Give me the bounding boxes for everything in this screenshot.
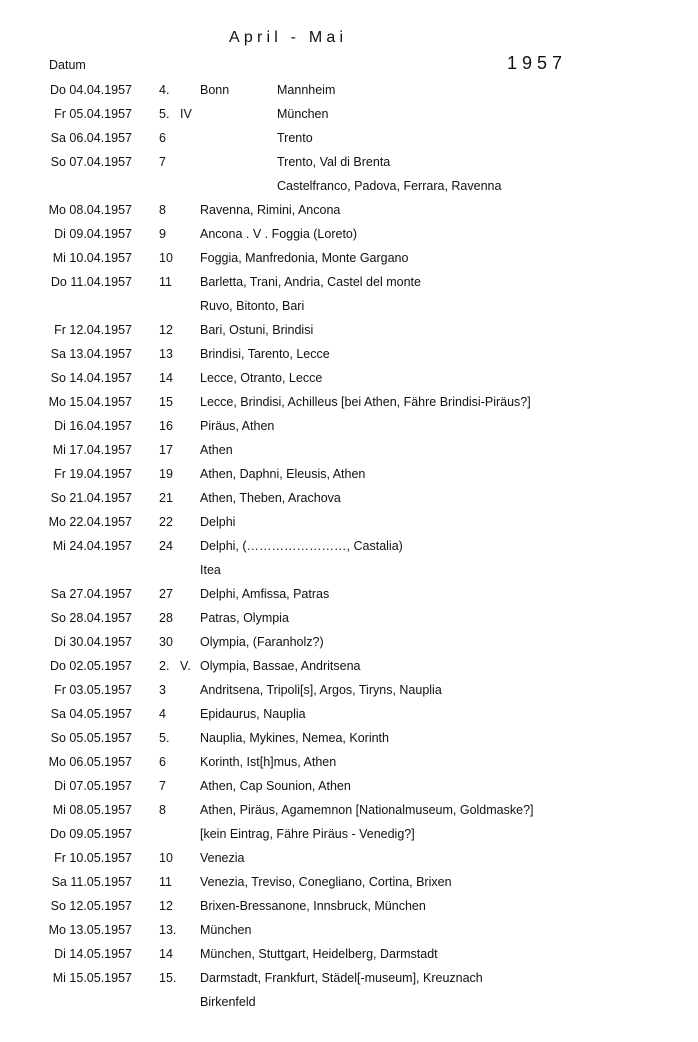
itinerary-row [0, 438, 698, 462]
row-day-number: 14 [159, 371, 173, 385]
row-date: Sa 04.05.1957 [50, 707, 132, 721]
itinerary-row [0, 318, 698, 342]
itinerary-row [0, 558, 698, 582]
itinerary-row [0, 150, 698, 174]
row-day-number: 27 [159, 587, 173, 601]
row-places: Brixen-Bressanone, Innsbruck, München [200, 899, 426, 913]
row-date: Do 11.04.1957 [50, 275, 132, 289]
itinerary-row [0, 726, 698, 750]
row-date: Fr 03.05.1957 [54, 683, 132, 697]
row-day-number: 12 [159, 899, 173, 913]
page-title: April - Mai [229, 29, 348, 46]
itinerary-row [0, 78, 698, 102]
row-day-number: 15 [159, 395, 173, 409]
row-date: So 05.05.1957 [50, 731, 132, 745]
itinerary-row [0, 510, 698, 534]
row-places: Ancona . V . Foggia (Loreto) [200, 227, 358, 241]
row-day-number: 17 [159, 443, 173, 457]
row-date: Mo 06.05.1957 [48, 755, 132, 769]
itinerary-row [0, 246, 698, 270]
row-day-number: 14 [159, 947, 173, 961]
itinerary-row [0, 702, 698, 726]
itinerary-row [0, 678, 698, 702]
row-day-number: 5. [159, 107, 170, 121]
row-date: Di 16.04.1957 [54, 419, 132, 433]
row-places: Athen, Daphni, Eleusis, Athen [200, 467, 366, 481]
row-day-number: 11 [159, 875, 172, 889]
row-day-number: 30 [159, 635, 173, 649]
row-places: Delphi, Amfissa, Patras [200, 587, 330, 601]
row-date: So 14.04.1957 [50, 371, 132, 385]
row-date: Sa 06.04.1957 [50, 131, 132, 145]
row-date: Sa 13.04.1957 [50, 347, 132, 361]
itinerary-row [0, 942, 698, 966]
row-places: Nauplia, Mykines, Nemea, Korinth [200, 731, 389, 745]
row-places: Bari, Ostuni, Brindisi [200, 323, 314, 337]
row-places: Athen, Piräus, Agamemnon [Nationalmuseum, Goldmaske?] [200, 803, 534, 817]
row-places: Delphi, (……………………, Castalia) [200, 539, 403, 553]
row-date: Mo 15.04.1957 [48, 395, 132, 409]
row-date: Fr 05.04.1957 [54, 107, 132, 121]
row-date: Fr 19.04.1957 [54, 467, 132, 481]
row-day-number: 9 [159, 227, 166, 241]
row-places: Birkenfeld [200, 995, 256, 1009]
row-places: Ravenna, Rimini, Ancona [200, 203, 341, 217]
row-places: Epidaurus, Nauplia [200, 707, 306, 721]
row-date: Mi 15.05.1957 [52, 971, 132, 985]
row-date: Fr 12.04.1957 [54, 323, 132, 337]
row-places: Brindisi, Tarento, Lecce [200, 347, 330, 361]
itinerary-row [0, 366, 698, 390]
row-date: Mi 10.04.1957 [52, 251, 132, 265]
row-date: So 07.04.1957 [50, 155, 132, 169]
itinerary-row [0, 918, 698, 942]
row-day-number: 10 [159, 251, 173, 265]
row-places-secondary: München [277, 107, 329, 121]
row-day-number: 11 [159, 275, 172, 289]
row-places: Itea [200, 563, 221, 577]
itinerary-row [0, 846, 698, 870]
row-date: So 28.04.1957 [50, 611, 132, 625]
row-places: Korinth, Ist[h]mus, Athen [200, 755, 337, 769]
row-date: Mo 08.04.1957 [48, 203, 132, 217]
row-places: München, Stuttgart, Heidelberg, Darmstadt [200, 947, 438, 961]
row-places: Athen [200, 443, 233, 457]
row-places: Lecce, Brindisi, Achilleus [bei Athen, Fähre Brindisi-Piräus?] [200, 395, 531, 409]
row-date: Di 14.05.1957 [54, 947, 132, 961]
row-day-number: 7 [159, 779, 166, 793]
row-places: [kein Eintrag, Fähre Piräus - Venedig?] [200, 827, 415, 841]
row-date: Di 07.05.1957 [54, 779, 132, 793]
row-day-number: 5. [159, 731, 170, 745]
row-places-secondary: Trento [277, 131, 313, 145]
itinerary-row [0, 198, 698, 222]
row-places: Ruvo, Bitonto, Bari [200, 299, 305, 313]
row-day-number: 10 [159, 851, 173, 865]
row-day-number: 4 [159, 707, 166, 721]
row-places: Athen, Theben, Arachova [200, 491, 341, 505]
row-date: So 21.04.1957 [50, 491, 132, 505]
row-day-number: 24 [159, 539, 173, 553]
row-month-marker: IV [180, 107, 192, 121]
row-date: Do 02.05.1957 [49, 659, 132, 673]
row-day-number: 6 [159, 131, 166, 145]
row-places-secondary: Castelfranco, Padova, Ferrara, Ravenna [277, 179, 502, 193]
row-date: Mi 24.04.1957 [52, 539, 132, 553]
row-date: Mi 17.04.1957 [52, 443, 132, 457]
row-date: Sa 11.05.1957 [51, 875, 132, 889]
row-day-number: 2. [159, 659, 170, 673]
itinerary-list [0, 78, 698, 1014]
row-day-number: 7 [159, 155, 166, 169]
row-date: So 12.05.1957 [50, 899, 132, 913]
row-day-number: 8 [159, 803, 166, 817]
row-places: Delphi [200, 515, 236, 529]
itinerary-row [0, 990, 698, 1014]
row-day-number: 13. [159, 923, 177, 937]
row-day-number: 13 [159, 347, 173, 361]
row-places: Venezia [200, 851, 245, 865]
itinerary-row [0, 774, 698, 798]
itinerary-row [0, 750, 698, 774]
row-places: München [200, 923, 252, 937]
row-day-number: 8 [159, 203, 166, 217]
row-places-secondary: Trento, Val di Brenta [277, 155, 391, 169]
row-places: Venezia, Treviso, Conegliano, Cortina, Brixen [200, 875, 452, 889]
row-places: Darmstadt, Frankfurt, Städel[-museum], Kreuznach [200, 971, 483, 985]
itinerary-row [0, 342, 698, 366]
year-label: 1957 [507, 53, 568, 73]
row-places: Barletta, Trani, Andria, Castel del monte [200, 275, 421, 289]
row-date: Fr 10.05.1957 [54, 851, 132, 865]
datum-column-header: Datum [49, 58, 86, 72]
row-places: Patras, Olympia [200, 611, 289, 625]
itinerary-row [0, 222, 698, 246]
itinerary-row [0, 102, 698, 126]
row-day-number: 16 [159, 419, 173, 433]
row-day-number: 22 [159, 515, 173, 529]
row-places: Piräus, Athen [200, 419, 275, 433]
itinerary-row [0, 174, 698, 198]
itinerary-row [0, 462, 698, 486]
itinerary-row [0, 126, 698, 150]
itinerary-row [0, 654, 698, 678]
row-date: Mo 22.04.1957 [48, 515, 132, 529]
itinerary-row [0, 414, 698, 438]
itinerary-row [0, 798, 698, 822]
row-day-number: 15. [159, 971, 177, 985]
itinerary-row [0, 582, 698, 606]
row-day-number: 12 [159, 323, 173, 337]
itinerary-row [0, 390, 698, 414]
row-date: Sa 27.04.1957 [50, 587, 132, 601]
itinerary-row [0, 870, 698, 894]
row-day-number: 6 [159, 755, 166, 769]
row-day-number: 3 [159, 683, 166, 697]
itinerary-row [0, 966, 698, 990]
row-date: Do 09.05.1957 [49, 827, 132, 841]
row-places: Andritsena, Tripoli[s], Argos, Tiryns, Nauplia [200, 683, 442, 697]
row-places: Olympia, (Faranholz?) [200, 635, 324, 649]
row-day-number: 4. [159, 83, 170, 97]
row-date: Mo 13.05.1957 [48, 923, 132, 937]
row-month-marker: V. [180, 659, 191, 673]
itinerary-row [0, 630, 698, 654]
row-day-number: 19 [159, 467, 173, 481]
row-day-number: 28 [159, 611, 173, 625]
row-places: Athen, Cap Sounion, Athen [200, 779, 351, 793]
row-day-number: 21 [159, 491, 173, 505]
row-places: Foggia, Manfredonia, Monte Gargano [200, 251, 409, 265]
itinerary-row [0, 894, 698, 918]
itinerary-row [0, 270, 698, 294]
row-date: Do 04.04.1957 [49, 83, 132, 97]
row-places: Lecce, Otranto, Lecce [200, 371, 323, 385]
itinerary-row [0, 822, 698, 846]
itinerary-row [0, 486, 698, 510]
row-date: Di 30.04.1957 [54, 635, 132, 649]
row-places: Bonn [200, 83, 230, 97]
row-places: Olympia, Bassae, Andritsena [200, 659, 361, 673]
row-date: Mi 08.05.1957 [52, 803, 132, 817]
itinerary-row [0, 606, 698, 630]
itinerary-row [0, 534, 698, 558]
row-places-secondary: Mannheim [277, 83, 336, 97]
row-date: Di 09.04.1957 [54, 227, 132, 241]
itinerary-row [0, 294, 698, 318]
